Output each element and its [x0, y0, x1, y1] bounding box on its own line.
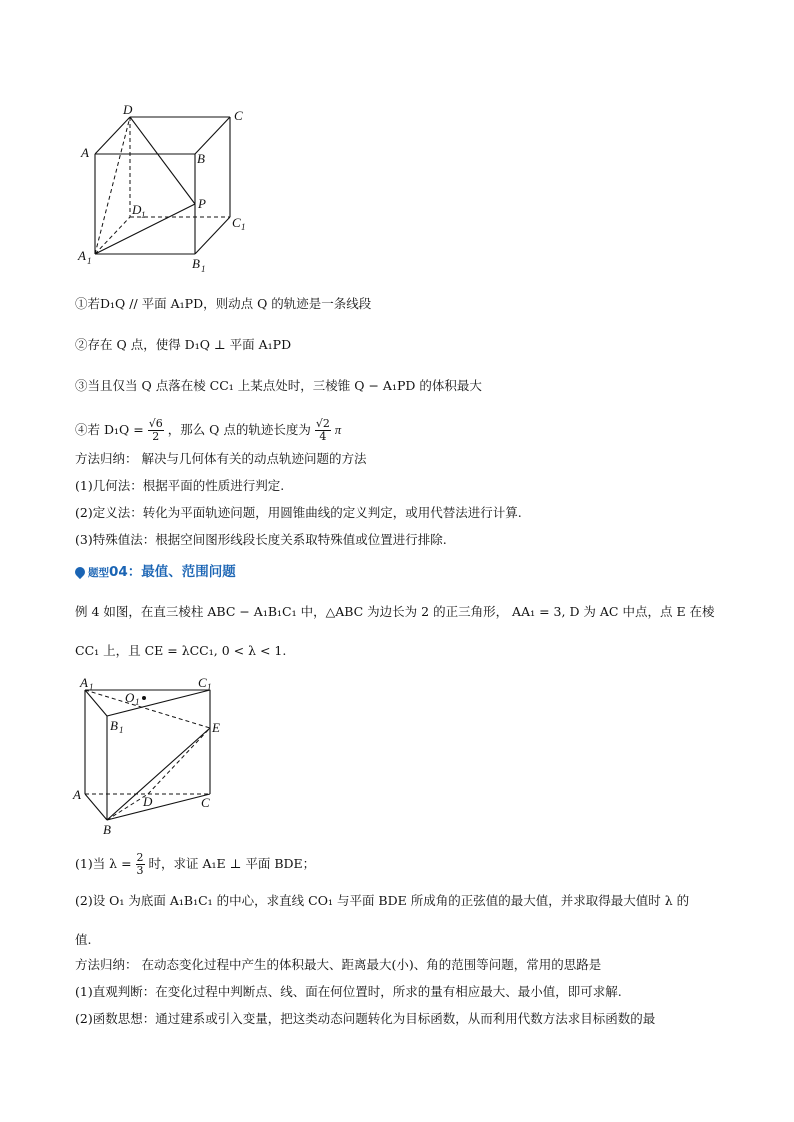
example4-line2: CC₁ 上，且 CE = λCC₁, 0 < λ < 1.: [75, 643, 287, 658]
label-C: C: [234, 108, 243, 123]
fraction-numerator: √6: [148, 417, 163, 430]
method1-item: (3)特殊值法：根据空间图形线段长度关系取特殊值或位置进行排除.: [75, 532, 447, 547]
statement-4-suffix: π: [334, 423, 342, 437]
label-C1: C: [198, 675, 207, 690]
label-A1: A: [78, 248, 86, 263]
label-D1-sub: 1: [141, 210, 146, 220]
center-point-O1: [142, 696, 146, 700]
question-2-line2: 值.: [75, 932, 92, 947]
label-B: B: [197, 151, 205, 166]
method2-title: 方法归纳： 在动态变化过程中产生的体积最大、距离最大(小)、角的范围等问题，常用的思路是: [75, 957, 602, 972]
question-1-suffix: 时，求证 A₁E ⊥ 平面 BDE；: [148, 856, 316, 871]
fraction-denominator: 4: [319, 430, 327, 443]
label-P: P: [198, 196, 206, 211]
method2-item: (2)函数思想：通过建系或引入变量，把这类动态问题转化为目标函数，从而利用代数方法求目标函数的最: [75, 1011, 656, 1026]
label-A1: A: [80, 675, 88, 690]
label-O1: O: [125, 690, 135, 705]
heading-badge-icon: [73, 565, 87, 579]
label-B: B: [103, 822, 111, 837]
label-A1-sub: 1: [89, 682, 94, 692]
label-A1-sub: 1: [87, 256, 92, 266]
method1-title: 方法归纳： 解决与几何体有关的动点轨迹问题的方法: [75, 451, 367, 466]
statement-1: ①若D₁Q // 平面 A₁PD，则动点 Q 的轨迹是一条线段: [75, 296, 372, 311]
label-D: D: [123, 102, 133, 117]
label-E: E: [212, 720, 220, 735]
heading-prefix: 题型: [88, 567, 109, 579]
question-1-prefix: (1)当 λ =: [75, 856, 132, 871]
label-D: D: [143, 794, 153, 809]
fraction-sqrt2-over-4: [315, 418, 331, 443]
fraction-denominator: 2: [152, 430, 160, 443]
fraction-sqrt6-over-2: [148, 418, 164, 443]
fraction-2-over-3: [136, 852, 145, 877]
statement-4-prefix: ④若 D₁Q =: [75, 422, 144, 437]
prism-figure: [70, 672, 230, 842]
label-A: A: [81, 145, 89, 160]
statement-4-middle: ，那么 Q 点的轨迹长度为: [167, 422, 311, 437]
method1-item: (2)定义法：转化为平面轨迹问题，用圆锥曲线的定义判定，或用代替法进行计算.: [75, 505, 522, 520]
label-B1: B: [192, 256, 200, 271]
label-O1-sub: 1: [135, 697, 140, 707]
fraction-denominator: 3: [136, 864, 144, 877]
statement-4: [75, 418, 341, 443]
method2-item: (1)直观判断：在变化过程中判断点、线、面在何位置时，所求的量有相应最大、最小值，即可求解.: [75, 984, 622, 999]
label-C1: C: [232, 215, 241, 230]
fraction-numerator: 2: [136, 851, 144, 864]
statement-2: ②存在 Q 点，使得 D₁Q ⊥ 平面 A₁PD: [75, 337, 292, 352]
cube-figure: [75, 100, 255, 275]
statement-3: ③当且仅当 Q 点落在棱 CC₁ 上某点处时，三棱锥 Q − A₁PD 的体积最大: [75, 378, 482, 393]
label-B1-sub: 1: [201, 264, 206, 274]
section-heading: [75, 560, 236, 580]
question-2-line1: (2)设 O₁ 为底面 A₁B₁C₁ 的中心，求直线 CO₁ 与平面 BDE 所成角的正弦值的最大值，并求取得最大值时 λ 的: [75, 893, 690, 908]
label-B1: B: [110, 718, 118, 733]
question-1: [75, 852, 315, 877]
label-A: A: [73, 787, 81, 802]
label-B1-sub: 1: [119, 725, 124, 735]
example4-line1: 例 4 如图，在直三棱柱 ABC − A₁B₁C₁ 中，△ABC 为边长为 2 的正三角形， AA₁ = 3, D 为 AC 中点，点 E 在棱: [75, 604, 715, 619]
heading-title: ：最值、范围问题: [127, 564, 236, 580]
fraction-numerator: √2: [315, 417, 330, 430]
label-C1-sub: 1: [241, 222, 246, 232]
label-C: C: [201, 795, 210, 810]
method1-item: (1)几何法：根据平面的性质进行判定.: [75, 478, 285, 493]
label-C1-sub: 1: [207, 682, 212, 692]
heading-number: 04: [109, 564, 128, 580]
label-D1: D: [132, 202, 142, 217]
